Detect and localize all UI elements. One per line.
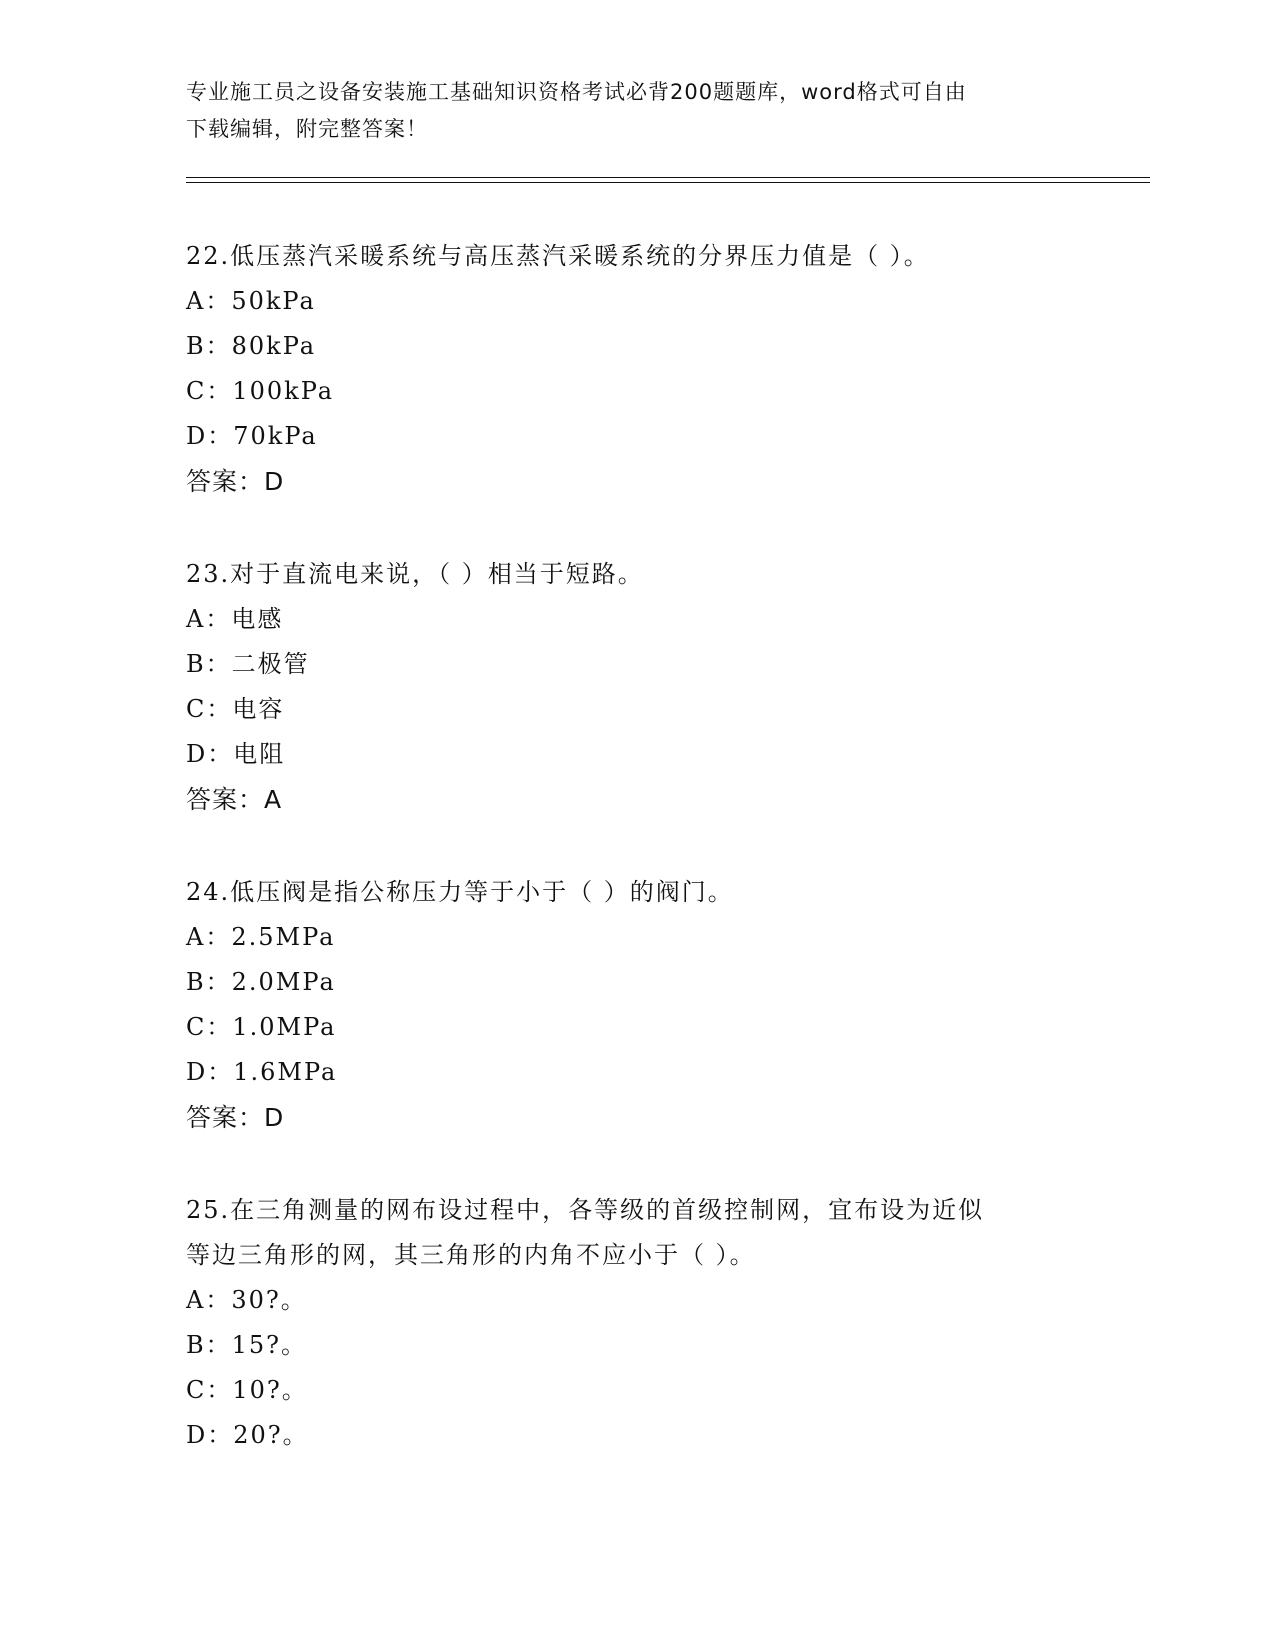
option-d: D：电阻 (186, 740, 286, 768)
header-divider-bottom (186, 182, 1150, 183)
question-22 (186, 234, 1086, 504)
option-d: D：1.6MPa (186, 1058, 338, 1086)
question-stem: 24.低压阀是指公称压力等于小于（ ）的阀门。 (186, 878, 734, 906)
question-stem: 22.低压蒸汽采暖系统与高压蒸汽采暖系统的分界压力值是（ ）。 (186, 242, 930, 270)
option-d: D：20?。 (186, 1421, 309, 1449)
option-c: C：1.0MPa (186, 1013, 337, 1041)
question-25 (186, 1188, 1086, 1458)
question-stem: 23.对于直流电来说，（ ）相当于短路。 (186, 560, 644, 588)
option-b: B：80kPa (186, 332, 317, 360)
option-c: C：10?。 (186, 1376, 308, 1404)
option-d: D：70kPa (186, 422, 318, 450)
option-a: A：2.5MPa (186, 923, 336, 951)
option-c: C：电容 (186, 695, 285, 723)
question-stem-line-2: 等边三角形的网，其三角形的内角不应小于（ ）。 (186, 1241, 756, 1269)
answer: 答案：D (186, 1103, 285, 1132)
question-24 (186, 870, 1086, 1140)
answer: 答案：D (186, 467, 285, 496)
option-b: B：二极管 (186, 650, 310, 678)
answer: 答案：A (186, 785, 283, 814)
question-23 (186, 552, 1086, 822)
option-c: C：100kPa (186, 377, 335, 405)
question-stem-line-1: 25.在三角测量的网布设过程中，各等级的首级控制网，宜布设为近似 (186, 1196, 985, 1224)
option-b: B：15?。 (186, 1331, 308, 1359)
header-line-1: 专业施工员之设备安装施工基础知识资格考试必背200题题库，word格式可自由 (186, 80, 967, 104)
header-line-2: 下载编辑，附完整答案！ (186, 117, 428, 141)
option-b: B：2.0MPa (186, 968, 336, 996)
document-header (186, 74, 1066, 148)
option-a: A：30?。 (186, 1286, 307, 1314)
header-divider-top (186, 177, 1150, 178)
option-a: A：电感 (186, 605, 284, 633)
option-a: A：50kPa (186, 287, 316, 315)
